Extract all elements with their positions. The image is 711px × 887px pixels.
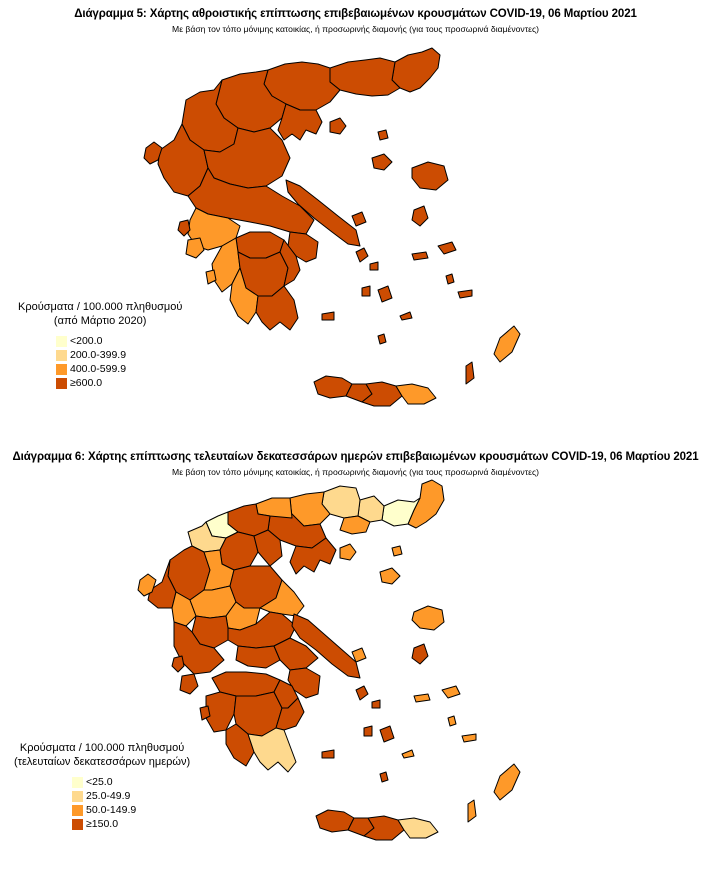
- island-rhodes: [494, 326, 520, 362]
- map-title: Διάγραμμα 6: Χάρτης επίπτωσης τελευταίων δεκατεσσάρων ημερών επιβεβαιωμένων κρουσμάτων COVID-19, 06 Μαρτίου 2021: [12, 451, 699, 463]
- island-zakynthos: [206, 270, 216, 284]
- legend-swatch: [72, 791, 83, 802]
- cumulative-incidence-map-panel: [0, 0, 711, 438]
- island-karpathos: [466, 362, 474, 384]
- island-lesvos: [412, 162, 448, 190]
- island-karpathos: [468, 800, 476, 822]
- island-kos: [458, 290, 472, 298]
- legend-subtitle: (τελευταίων δεκατεσσάρων ημερών): [14, 756, 191, 768]
- island-kefalonia: [186, 238, 204, 258]
- island-santorini: [380, 772, 388, 782]
- island-andros: [356, 686, 368, 700]
- island-ikaria: [412, 252, 428, 260]
- map-subtitle: Με βάση τον τόπο μόνιμης κατοικίας, ή προσωρινής διαμονής (για τους προσωρινά διαμένοντες): [172, 467, 539, 477]
- legend-swatch: [72, 819, 83, 830]
- region-macedonia-kozani: [220, 532, 258, 570]
- legend-title: Κρούσματα / 100.000 πληθυσμού: [19, 742, 185, 754]
- island-leros: [446, 274, 454, 284]
- legend-swatch: [72, 777, 83, 788]
- region-thrace-east: [392, 48, 440, 92]
- island-naxos: [380, 726, 394, 742]
- map-title: Διάγραμμα 5: Χάρτης αθροιστικής επίπτωσης επιβεβαιωμένων κρουσμάτων COVID-19, 06 Μαρτίου 2021: [74, 8, 637, 20]
- legend-subtitle: (από Μάρτιο 2020): [53, 315, 147, 327]
- region-elis: [206, 692, 236, 732]
- legend-label: 200.0-399.9: [70, 349, 127, 361]
- island-samothraki: [378, 130, 388, 140]
- island-santorini: [378, 334, 386, 344]
- crete-lasithi: [396, 384, 436, 404]
- legend-swatch: [56, 336, 67, 347]
- legend-label: 400.0-599.9: [70, 363, 127, 375]
- island-thasos: [340, 544, 356, 560]
- legend-item: [56, 348, 182, 362]
- island-rhodes: [494, 764, 520, 800]
- legend-item: [72, 817, 190, 831]
- legend-label: 50.0-149.9: [86, 804, 137, 816]
- legend-label: ≥150.0: [86, 818, 119, 830]
- legend-swatch: [56, 364, 67, 375]
- legend-label: 25.0-49.9: [86, 790, 131, 802]
- island-samos: [442, 686, 460, 698]
- legend-item: [56, 376, 182, 390]
- island-tinos: [372, 700, 380, 708]
- map-legend: [18, 300, 182, 390]
- region-thrace-west: [330, 58, 400, 96]
- legend-item: [56, 362, 182, 376]
- island-skyros: [352, 212, 366, 226]
- island-andros: [356, 248, 368, 262]
- island-samothraki: [392, 546, 402, 556]
- island-lefkada: [172, 656, 184, 672]
- legend-label: ≥600.0: [70, 377, 103, 389]
- legend-swatch: [56, 378, 67, 389]
- island-lemnos: [372, 154, 392, 170]
- legend-item: [72, 775, 190, 789]
- legend-title: Κρούσματα / 100.000 πληθυσμού: [18, 301, 183, 313]
- legend-label: <200.0: [70, 335, 103, 347]
- island-chios: [412, 644, 428, 664]
- island-chios: [412, 206, 428, 226]
- map-subtitle: Με βάση τον τόπο μόνιμης κατοικίας, ή προσωρινής διαμονής (για τους προσωρινά διαμένοντες): [172, 24, 539, 34]
- island-amorgos: [402, 750, 414, 758]
- island-kos: [462, 734, 476, 742]
- island-thasos: [330, 118, 346, 134]
- legend-item: [72, 789, 190, 803]
- island-amorgos: [400, 312, 412, 320]
- island-tinos: [370, 262, 378, 270]
- legend-label: <25.0: [86, 776, 113, 788]
- island-paros: [364, 726, 372, 736]
- island-ikaria: [414, 694, 430, 702]
- legend-item: [56, 334, 182, 348]
- island-kefalonia: [180, 674, 198, 694]
- legend-swatch: [72, 805, 83, 816]
- legend-swatch: [56, 350, 67, 361]
- map-legend: [14, 741, 190, 831]
- island-samos: [438, 242, 456, 254]
- island-paros: [362, 286, 370, 296]
- legend-item: [72, 803, 190, 817]
- crete-lasithi: [398, 818, 438, 838]
- island-milos: [322, 750, 334, 758]
- island-leros: [448, 716, 456, 726]
- 14-day-incidence-map-panel: [0, 440, 711, 887]
- island-lemnos: [380, 568, 400, 584]
- region-laconia: [248, 728, 296, 772]
- island-milos: [322, 312, 334, 320]
- island-lesvos: [412, 606, 444, 630]
- island-naxos: [378, 286, 392, 302]
- region-central-fokida: [236, 646, 280, 668]
